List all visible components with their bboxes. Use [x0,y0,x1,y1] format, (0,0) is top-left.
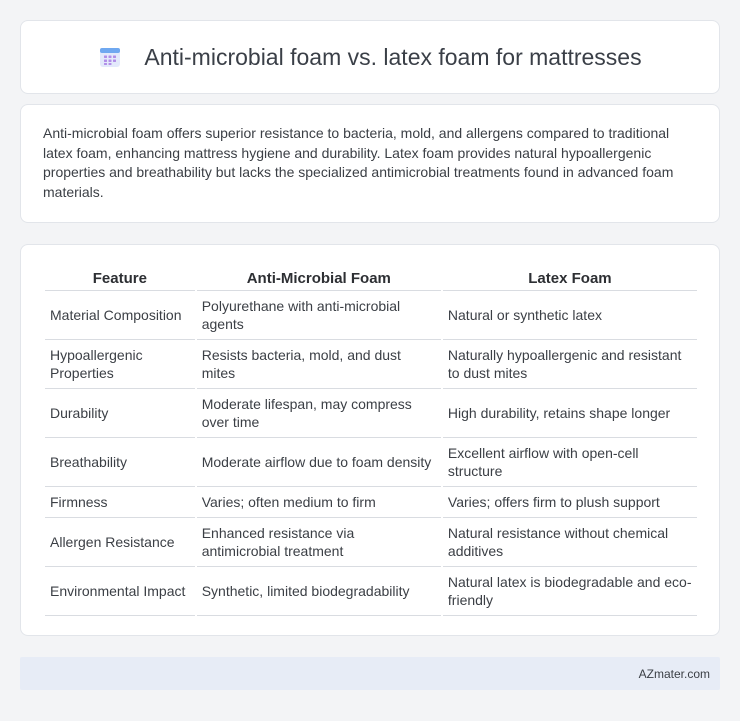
table-header-row [45,265,697,291]
anti-microbial-cell: Moderate airflow due to foam density [197,438,441,487]
anti-microbial-cell: Polyurethane with anti-microbial agents [197,291,441,340]
latex-cell: Varies; offers firm to plush support [443,487,697,518]
header-latex-foam: Latex Foam [443,265,697,291]
anti-microbial-cell: Moderate lifespan, may compress over time [197,389,441,438]
anti-microbial-cell: Enhanced resistance via antimicrobial treatment [197,518,441,567]
latex-cell: Natural latex is biodegradable and eco-friendly [443,567,697,616]
anti-microbial-cell: Resists bacteria, mold, and dust mites [197,340,441,389]
header-anti-microbial-foam: Anti-Microbial Foam [197,265,441,291]
feature-cell: Allergen Resistance [45,518,195,567]
summary-card [20,104,720,223]
feature-cell: Firmness [45,487,195,518]
latex-cell: High durability, retains shape longer [443,389,697,438]
latex-cell: Excellent airflow with open-cell structure [443,438,697,487]
table-row [45,567,697,616]
table-row [45,291,697,340]
feature-cell: Material Composition [45,291,195,340]
comparison-table [43,265,699,616]
latex-cell: Naturally hypoallergenic and resistant to dust mites [443,340,697,389]
page-title: Anti-microbial foam vs. latex foam for mattresses [144,43,642,70]
feature-cell: Environmental Impact [45,567,195,616]
footer-bar [20,657,720,690]
latex-cell: Natural or synthetic latex [443,291,697,340]
table-row [45,389,697,438]
table-row [45,518,697,567]
latex-cell: Natural resistance without chemical additives [443,518,697,567]
calendar-icon [98,45,122,69]
anti-microbial-cell: Varies; often medium to firm [197,487,441,518]
summary-text: Anti-microbial foam offers superior resistance to bacteria, mold, and allergens compared to traditional latex foam, enhancing mattress hygiene and durability. Latex foam provides natural hypoallergenic properties and breathability but lacks the specialized antimicrobial treatments found in advanced foam materials. [43,125,674,200]
header-feature: Feature [45,265,195,291]
comparison-card [20,244,720,636]
table-row [45,487,697,518]
feature-cell: Hypoallergenic Properties [45,340,195,389]
anti-microbial-cell: Synthetic, limited biodegradability [197,567,441,616]
title-card [20,20,720,94]
table-row [45,340,697,389]
feature-cell: Breathability [45,438,195,487]
feature-cell: Durability [45,389,195,438]
footer-brand: AZmater.com [638,666,710,681]
table-row [45,438,697,487]
